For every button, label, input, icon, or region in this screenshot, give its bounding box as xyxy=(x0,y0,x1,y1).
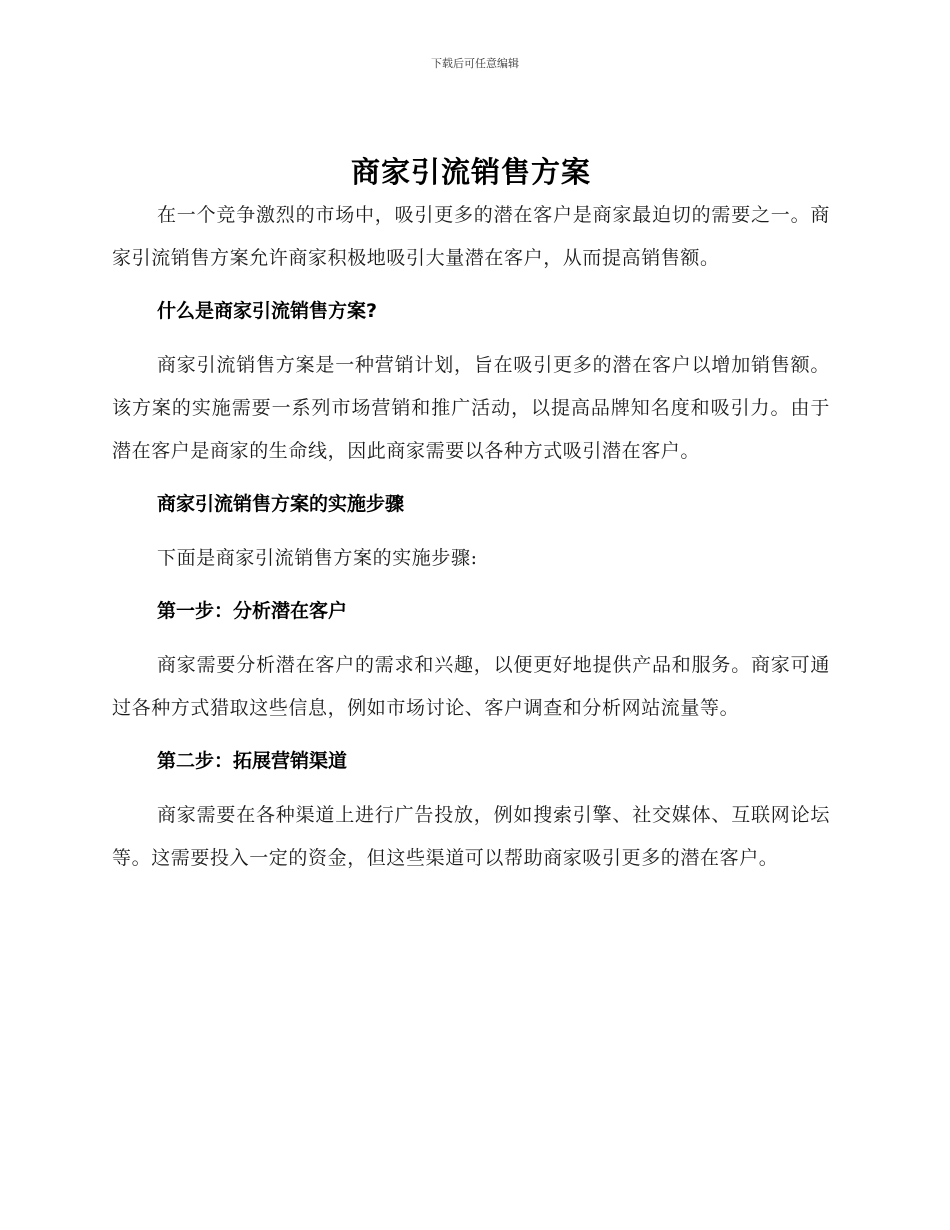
section-paragraph-what-is: 商家引流销售方案是一种营销计划，旨在吸引更多的潜在客户以增加销售额。该方案的实施需要一系列市场营销和推广活动，以提高品牌知名度和吸引力。由于潜在客户是商家的生命线，因此商家需要以各种方式吸引潜在客户。 xyxy=(112,354,830,462)
step1-paragraph: 商家需要分析潜在客户的需求和兴趣，以便更好地提供产品和服务。商家可通过各种方式猎取这些信息，例如市场讨论、客户调查和分析网站流量等。 xyxy=(112,654,830,719)
header-note: 下载后可任意编辑 xyxy=(431,57,519,70)
document-title: 商家引流销售方案 xyxy=(350,155,591,189)
intro-paragraph: 在一个竞争激烈的市场中，吸引更多的潜在客户是商家最迫切的需要之一。商家引流销售方案允许商家积极地吸引大量潜在客户，从而提高销售额。 xyxy=(112,204,830,269)
step1-heading: 第一步：分析潜在客户 xyxy=(157,600,348,622)
step2-paragraph: 商家需要在各种渠道上进行广告投放，例如搜索引擎、社交媒体、互联网论坛等。这需要投入一定的资金，但这些渠道可以帮助商家吸引更多的潜在客户。 xyxy=(112,804,830,869)
document-content xyxy=(112,150,830,880)
step2-heading: 第二步：拓展营销渠道 xyxy=(157,750,348,772)
section-heading-steps: 商家引流销售方案的实施步骤 xyxy=(157,493,405,515)
section-heading-what-is: 什么是商家引流销售方案? xyxy=(157,300,378,322)
steps-intro-paragraph: 下面是商家引流销售方案的实施步骤: xyxy=(157,547,478,569)
